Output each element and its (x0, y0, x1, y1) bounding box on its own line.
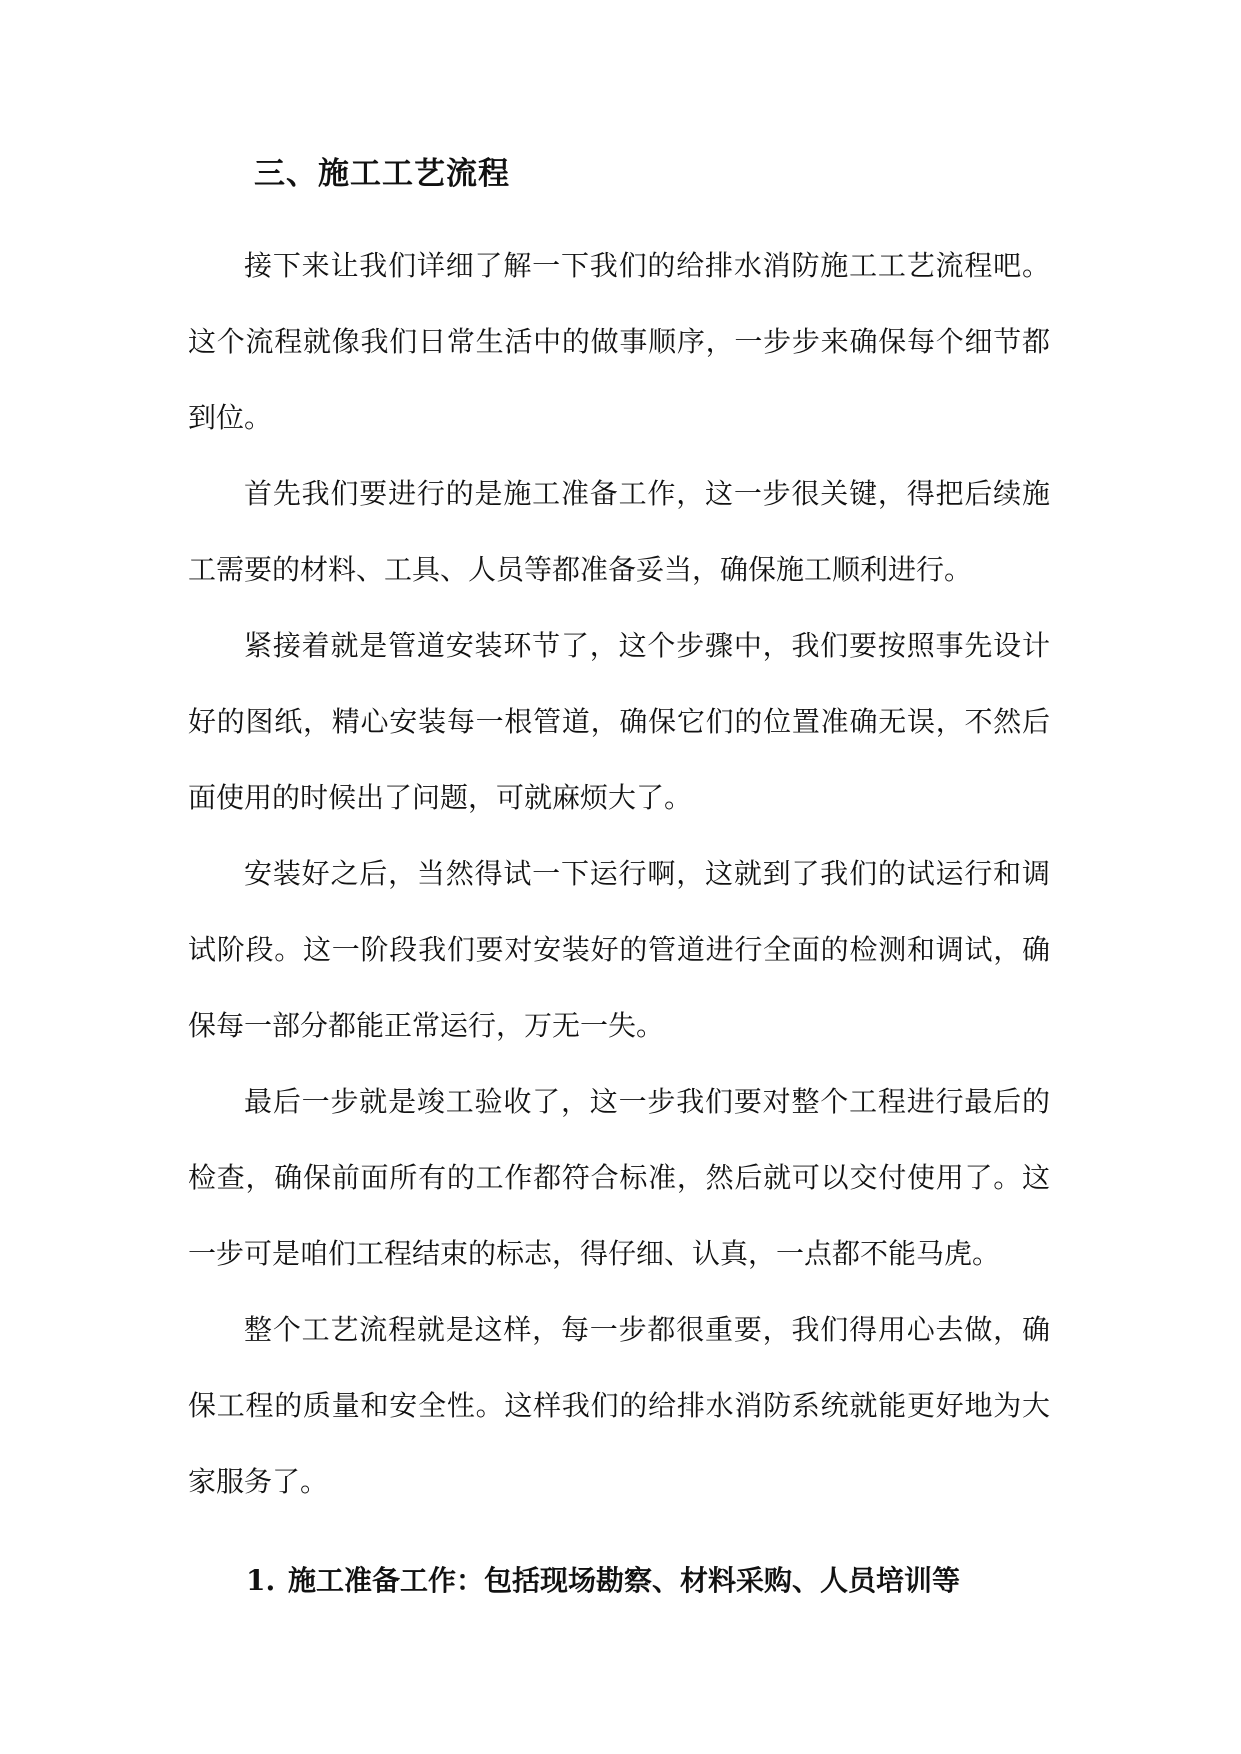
paragraph-acceptance: 最后一步就是竣工验收了，这一步我们要对整个工程进行最后的检查，确保前面所有的工作都符合标准，然后就可以交付使用了。这一步可是咱们工程结束的标志，得仔细、认真，一点都不能马虎。 (188, 1085, 1050, 1270)
section-heading: 三、施工工艺流程 (254, 156, 510, 192)
subsection-title: 施工准备工作：包括现场勘察、材料采购、人员培训等 (288, 1564, 961, 1597)
subsection-heading (246, 1555, 960, 1607)
body-text (188, 228, 1050, 1520)
subsection-number: 1. (246, 1564, 276, 1597)
paragraph-pipe-installation: 紧接着就是管道安装环节了，这个步骤中，我们要按照事先设计好的图纸，精心安装每一根管道，确保它们的位置准确无误，不然后面使用的时候出了问题，可就麻烦大了。 (188, 629, 1050, 814)
paragraph-intro: 接下来让我们详细了解一下我们的给排水消防施工工艺流程吧。这个流程就像我们日常生活中的做事顺序，一步步来确保每个细节都到位。 (188, 249, 1050, 434)
paragraph-summary: 整个工艺流程就是这样，每一步都很重要，我们得用心去做，确保工程的质量和安全性。这样我们的给排水消防系统就能更好地为大家服务了。 (188, 1313, 1050, 1498)
paragraph-preparation: 首先我们要进行的是施工准备工作，这一步很关键，得把后续施工需要的材料、工具、人员等都准备妥当，确保施工顺利进行。 (188, 477, 1050, 586)
paragraph-trial-run: 安装好之后，当然得试一下运行啊，这就到了我们的试运行和调试阶段。这一阶段我们要对安装好的管道进行全面的检测和调试，确保每一部分都能正常运行，万无一失。 (188, 857, 1050, 1042)
